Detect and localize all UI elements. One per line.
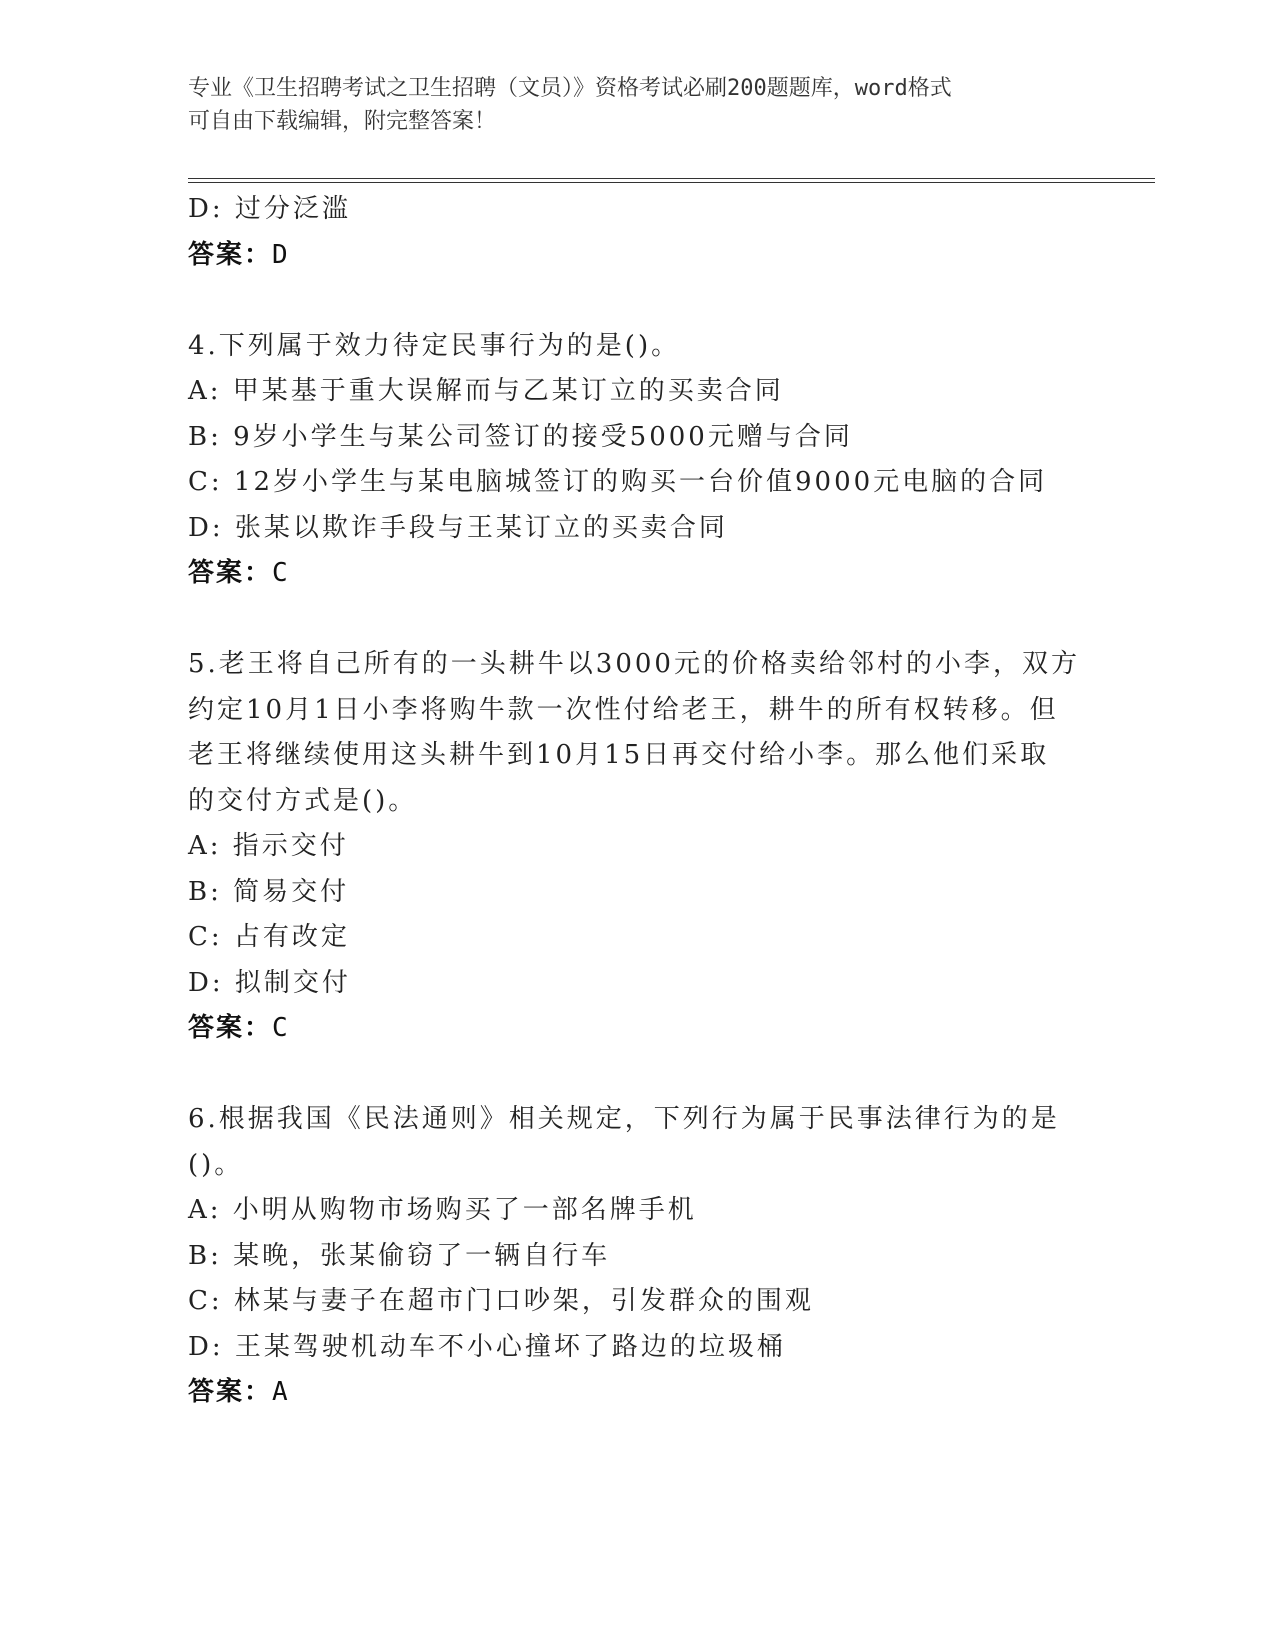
q4-option-b: B: 9岁小学生与某公司签订的接受5000元赠与合同 xyxy=(188,421,853,452)
spacer xyxy=(188,1052,1088,1098)
q4-answer-label: 答案： xyxy=(188,558,273,588)
q3-answer-value: D xyxy=(272,239,290,270)
q5-option-d: D: 拟制交付 xyxy=(188,967,351,998)
q5-answer-label: 答案： xyxy=(188,1013,273,1043)
q6-answer-label: 答案： xyxy=(188,1377,273,1407)
q5-answer xyxy=(188,1006,1088,1052)
q5-answer-value: C xyxy=(272,1013,290,1043)
q4-stem: 4.下列属于效力待定民事行为的是()。 xyxy=(188,330,681,361)
q6-stem-line-2: ()。 xyxy=(188,1149,244,1180)
q6-option-d: D: 王某驾驶机动车不小心撞坏了路边的垃圾桶 xyxy=(188,1331,786,1362)
header-title-line-2: 可自由下载编辑，附完整答案！ xyxy=(188,109,497,134)
q5-stem-line-4: 的交付方式是()。 xyxy=(188,785,418,816)
q3-answer xyxy=(188,233,1088,279)
question-4 xyxy=(188,324,1088,597)
q4-option-d: D: 张某以欺诈手段与王某订立的买卖合同 xyxy=(188,512,728,543)
header-double-rule xyxy=(188,178,1155,183)
q4-option-c: C: 12岁小学生与某电脑城签订的购买一台价值9000元电脑的合同 xyxy=(188,467,1048,497)
question-3-tail xyxy=(188,187,1088,278)
q6-option-b: B: 某晚，张某偷窃了一辆自行车 xyxy=(188,1240,611,1271)
q4-answer xyxy=(188,551,1088,597)
q6-answer xyxy=(188,1370,1088,1416)
q5-option-c: C: 占有改定 xyxy=(188,922,350,952)
q3-option-d: D: 过分泛滥 xyxy=(188,194,351,224)
q4-answer-value: C xyxy=(272,558,290,588)
q3-answer-label: 答案： xyxy=(188,239,273,270)
question-6 xyxy=(188,1097,1088,1416)
q5-stem-line-2: 约定10月1日小李将购牛款一次性付给老王，耕牛的所有权转移。但 xyxy=(188,694,1059,725)
header-title-line-1: 专业《卫生招聘考试之卫生招聘（文员）》资格考试必刷200题题库，word格式 xyxy=(188,76,952,101)
spacer xyxy=(188,278,1088,324)
q6-answer-value: A xyxy=(272,1377,290,1407)
q5-option-a: A: 指示交付 xyxy=(188,831,349,861)
q5-stem-line-1: 5.老王将自己所有的一头耕牛以3000元的价格卖给邻村的小李，双方 xyxy=(188,649,1080,679)
q4-option-a: A: 甲某基于重大误解而与乙某订立的买卖合同 xyxy=(188,376,784,406)
q6-stem-line-1: 6.根据我国《民法通则》相关规定，下列行为属于民事法律行为的是 xyxy=(188,1104,1060,1134)
spacer xyxy=(188,597,1088,643)
q5-stem-line-3: 老王将继续使用这头耕牛到10月15日再交付给小李。那么他们采取 xyxy=(188,740,1050,770)
question-5 xyxy=(188,642,1088,1052)
q5-option-b: B: 简易交付 xyxy=(188,876,350,907)
q6-option-a: A: 小明从购物市场购买了一部名牌手机 xyxy=(188,1195,697,1225)
q6-option-c: C: 林某与妻子在超市门口吵架，引发群众的围观 xyxy=(188,1286,814,1316)
document-header xyxy=(188,72,1088,138)
question-list xyxy=(188,187,1088,1416)
